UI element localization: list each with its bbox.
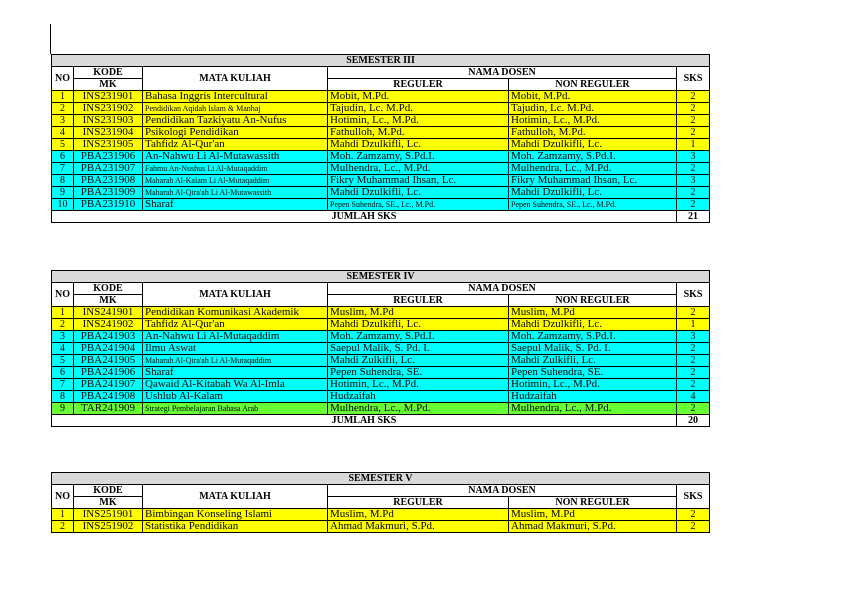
row-sks: 2 [677,307,710,319]
row-dosen-reguler: Mahdi Dzulkifli, Lc. [328,319,509,331]
row-dosen-reguler: Hudzaifah [328,391,509,403]
col-nama-dosen: NAMA DOSEN [328,485,677,497]
row-no: 5 [52,139,74,151]
row-mata-kuliah: Fahmu An-Nushus Li Al-Mutaqaddim [143,163,328,175]
col-mk: MK [74,79,143,91]
table-row [52,103,710,115]
row-sks: 2 [677,403,710,415]
col-sks: SKS [677,67,710,91]
col-mk: MK [74,295,143,307]
row-mata-kuliah: Pendidikan Aqidah Islam & Manhaj [143,103,328,115]
col-no: NO [52,67,74,91]
semester-4-table [51,270,710,427]
row-mata-kuliah: Bimbingan Konseling Islami [143,509,328,521]
row-sks: 2 [677,127,710,139]
row-no: 1 [52,91,74,103]
row-kode: INS231903 [74,115,143,127]
row-no: 8 [52,175,74,187]
page-margin-line [50,24,51,54]
row-no: 7 [52,379,74,391]
col-sks: SKS [677,485,710,509]
row-dosen-reguler: Tajudin, Lc. M.Pd. [328,103,509,115]
row-dosen-non-reguler: Fathulloh, M.Pd. [509,127,677,139]
table-row [52,139,710,151]
table-row [52,391,710,403]
table-row [52,319,710,331]
row-mata-kuliah: Qawaid Al-Kitabah Wa Al-Imla [143,379,328,391]
row-no: 4 [52,127,74,139]
row-no: 9 [52,187,74,199]
row-mata-kuliah: Maharah Al-Qira'ah Li Al-Mutawassith [143,187,328,199]
row-dosen-reguler: Moh. Zamzamy, S.Pd.I. [328,331,509,343]
row-dosen-non-reguler: Mahdi Dzulkifli, Lc. [509,187,677,199]
col-kode: KODE [74,283,143,295]
row-sks: 1 [677,139,710,151]
col-non-reguler: NON REGULER [509,295,677,307]
row-mata-kuliah: Strategi Pembelajaran Bahasa Arab [143,403,328,415]
row-kode: PBA231910 [74,199,143,211]
row-kode: INS231901 [74,91,143,103]
jumlah-sks-label: JUMLAH SKS [52,415,677,427]
row-mata-kuliah: Tahfidz Al-Qur'an [143,319,328,331]
row-dosen-non-reguler: Mobit, M.Pd. [509,91,677,103]
row-kode: PBA241906 [74,367,143,379]
row-mata-kuliah: Tahfidz Al-Qur'an [143,139,328,151]
row-mata-kuliah: Pendidikan Tazkiyatu An-Nufus [143,115,328,127]
row-no: 4 [52,343,74,355]
row-mata-kuliah: Maharah Al-Kalam Li Al-Mutaqaddim [143,175,328,187]
row-dosen-reguler: Moh. Zamzamy, S.Pd.I. [328,151,509,163]
row-kode: INS231902 [74,103,143,115]
row-sks: 2 [677,509,710,521]
row-dosen-non-reguler: Muslim, M.Pd [509,307,677,319]
table-row [52,355,710,367]
row-dosen-non-reguler: Mulhendra, Lc., M.Pd. [509,163,677,175]
row-kode: PBA231906 [74,151,143,163]
table-row [52,163,710,175]
row-no: 2 [52,319,74,331]
row-mata-kuliah: Bahasa Inggris Intercultural [143,91,328,103]
row-no: 10 [52,199,74,211]
row-no: 3 [52,115,74,127]
row-kode: PBA231907 [74,163,143,175]
row-no: 1 [52,509,74,521]
col-mata-kuliah: MATA KULIAH [143,283,328,307]
row-kode: PBA231909 [74,187,143,199]
semester-title: SEMESTER III [52,55,710,67]
row-kode: INS241902 [74,319,143,331]
row-kode: PBA241908 [74,391,143,403]
row-sks: 3 [677,175,710,187]
row-sks: 4 [677,391,710,403]
row-dosen-non-reguler: Saepul Malik, S. Pd. I. [509,343,677,355]
col-mk: MK [74,497,143,509]
row-dosen-reguler: Pepen Suhendra, SE., Lc., M.Pd. [328,199,509,211]
row-sks: 2 [677,91,710,103]
row-dosen-non-reguler: Hudzaifah [509,391,677,403]
row-kode: PBA241907 [74,379,143,391]
row-dosen-reguler: Mobit, M.Pd. [328,91,509,103]
row-mata-kuliah: Sharaf [143,199,328,211]
table-row [52,91,710,103]
row-sks: 1 [677,319,710,331]
col-kode: KODE [74,67,143,79]
row-no: 5 [52,355,74,367]
row-sks: 2 [677,379,710,391]
row-dosen-reguler: Mulhendra, Lc., M.Pd. [328,403,509,415]
row-dosen-reguler: Ahmad Makmuri, S.Pd. [328,521,509,533]
table-row [52,379,710,391]
row-kode: TAR241909 [74,403,143,415]
col-reguler: REGULER [328,497,509,509]
row-no: 9 [52,403,74,415]
semester-title: SEMESTER IV [52,271,710,283]
row-dosen-reguler: Mahdi Zulkifli, Lc. [328,355,509,367]
col-reguler: REGULER [328,79,509,91]
row-mata-kuliah: Ushlub Al-Kalam [143,391,328,403]
col-nama-dosen: NAMA DOSEN [328,283,677,295]
jumlah-sks-value: 21 [677,211,710,223]
row-sks: 2 [677,115,710,127]
row-sks: 2 [677,355,710,367]
row-no: 6 [52,151,74,163]
row-mata-kuliah: Psikologi Pendidikan [143,127,328,139]
row-kode: INS251901 [74,509,143,521]
row-dosen-non-reguler: Hotimin, Lc., M.Pd. [509,115,677,127]
col-mata-kuliah: MATA KULIAH [143,67,328,91]
table-row [52,199,710,211]
row-kode: INS251902 [74,521,143,533]
row-dosen-non-reguler: Tajudin, Lc. M.Pd. [509,103,677,115]
table-row [52,403,710,415]
row-dosen-reguler: Mahdi Dzulkifli, Lc. [328,139,509,151]
row-dosen-non-reguler: Muslim, M.Pd [509,509,677,521]
col-non-reguler: NON REGULER [509,497,677,509]
row-mata-kuliah: Ilmu Aswat [143,343,328,355]
table-row [52,367,710,379]
row-mata-kuliah: Maharah Al-Qira'ah Li Al-Mutaqaddim [143,355,328,367]
row-dosen-reguler: Mulhendra, Lc., M.Pd. [328,163,509,175]
table-row [52,127,710,139]
semester-5-table [51,472,710,533]
row-dosen-reguler: Hotimin, Lc., M.Pd. [328,379,509,391]
row-sks: 3 [677,331,710,343]
row-dosen-non-reguler: Moh. Zamzamy, S.Pd.I. [509,331,677,343]
row-dosen-reguler: Muslim, M.Pd [328,307,509,319]
row-sks: 3 [677,151,710,163]
row-kode: INS231904 [74,127,143,139]
row-sks: 2 [677,367,710,379]
row-mata-kuliah: Statistika Pendidikan [143,521,328,533]
row-sks: 2 [677,103,710,115]
row-dosen-non-reguler: Mahdi Dzulkifli, Lc. [509,319,677,331]
col-reguler: REGULER [328,295,509,307]
table-row [52,115,710,127]
table-row [52,331,710,343]
col-no: NO [52,485,74,509]
row-dosen-non-reguler: Ahmad Makmuri, S.Pd. [509,521,677,533]
row-dosen-non-reguler: Pepen Suhendra, SE., Lc., M.Pd. [509,199,677,211]
row-dosen-non-reguler: Mahdi Zulkifli, Lc. [509,355,677,367]
row-dosen-non-reguler: Hotimin, Lc., M.Pd. [509,379,677,391]
row-kode: PBA241903 [74,331,143,343]
row-dosen-non-reguler: Moh. Zamzamy, S.Pd.I. [509,151,677,163]
row-mata-kuliah: An-Nahwu Li Al-Mutaqaddim [143,331,328,343]
col-no: NO [52,283,74,307]
row-kode: PBA241904 [74,343,143,355]
row-dosen-reguler: Pepen Suhendra, SE. [328,367,509,379]
row-dosen-reguler: Fathulloh, M.Pd. [328,127,509,139]
table-row [52,151,710,163]
col-sks: SKS [677,283,710,307]
jumlah-sks-value: 20 [677,415,710,427]
table-row [52,175,710,187]
row-dosen-reguler: Hotimin, Lc., M.Pd. [328,115,509,127]
row-dosen-non-reguler: Mulhendra, Lc., M.Pd. [509,403,677,415]
row-dosen-non-reguler: Pepen Suhendra, SE. [509,367,677,379]
row-no: 1 [52,307,74,319]
table-row [52,187,710,199]
table-row [52,521,710,533]
row-kode: PBA231908 [74,175,143,187]
row-sks: 2 [677,163,710,175]
table-row [52,307,710,319]
jumlah-sks-label: JUMLAH SKS [52,211,677,223]
semester-3-table [51,54,710,223]
row-kode: PBA241905 [74,355,143,367]
row-sks: 2 [677,521,710,533]
table-row [52,343,710,355]
row-sks: 2 [677,343,710,355]
row-kode: INS231905 [74,139,143,151]
row-dosen-reguler: Mahdi Dzulkifli, Lc. [328,187,509,199]
row-sks: 2 [677,199,710,211]
row-no: 8 [52,391,74,403]
row-no: 6 [52,367,74,379]
col-nama-dosen: NAMA DOSEN [328,67,677,79]
row-kode: INS241901 [74,307,143,319]
row-no: 2 [52,103,74,115]
row-no: 7 [52,163,74,175]
row-no: 2 [52,521,74,533]
row-dosen-reguler: Saepul Malik, S. Pd. I. [328,343,509,355]
row-dosen-non-reguler: Mahdi Dzulkifli, Lc. [509,139,677,151]
row-sks: 2 [677,187,710,199]
col-non-reguler: NON REGULER [509,79,677,91]
row-no: 3 [52,331,74,343]
row-mata-kuliah: Pendidikan Komunikasi Akademik [143,307,328,319]
row-mata-kuliah: Sharaf [143,367,328,379]
col-mata-kuliah: MATA KULIAH [143,485,328,509]
row-dosen-reguler: Muslim, M.Pd [328,509,509,521]
semester-title: SEMESTER V [52,473,710,485]
row-mata-kuliah: An-Nahwu Li Al-Mutawassith [143,151,328,163]
col-kode: KODE [74,485,143,497]
table-row [52,509,710,521]
row-dosen-non-reguler: Fikry Muhammad Ihsan, Lc. [509,175,677,187]
row-dosen-reguler: Fikry Muhammad Ihsan, Lc. [328,175,509,187]
